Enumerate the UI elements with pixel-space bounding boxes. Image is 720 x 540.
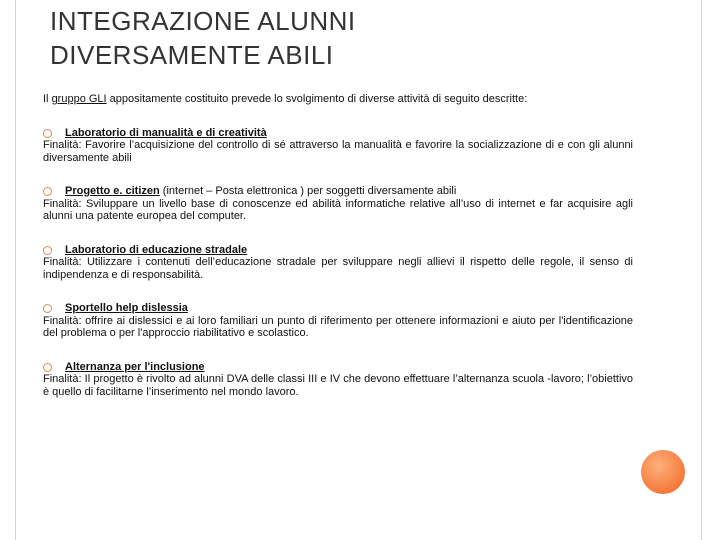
section-heading xyxy=(43,185,633,198)
section-laboratorio-manualita xyxy=(43,127,633,165)
intro-prefix: Il xyxy=(43,93,52,105)
section-finalita: Finalità: Sviluppare un livello base di conoscenze ed abilità informatiche relative all’uso di internet e far acquisire agli alunni una patente europea del computer. xyxy=(43,197,633,222)
orange-circle-decoration xyxy=(641,450,685,494)
slide-title-line-1: INTEGRAZIONE ALUNNI xyxy=(50,6,356,36)
right-border-line xyxy=(701,0,702,540)
left-border-line xyxy=(15,0,16,540)
section-title: Alternanza per l'inclusione xyxy=(65,360,205,373)
intro-gli-text: gruppo GLI xyxy=(51,93,107,105)
section-progetto-e-citizen xyxy=(43,185,633,223)
section-heading xyxy=(43,244,633,257)
circle-bullet-icon xyxy=(43,129,52,138)
slide-content xyxy=(43,93,633,398)
section-title: Laboratorio di manualità e di creatività xyxy=(65,126,267,139)
section-educazione-stradale xyxy=(43,244,633,282)
section-finalita: Finalità: Favorire l’acquisizione del controllo di sé attraverso la manualità e favorire la socializzazione di e con gli alunni diversamente abili xyxy=(43,139,633,164)
section-sportello-dislessia xyxy=(43,302,633,340)
section-title: Sportello help dislessia xyxy=(65,302,188,314)
circle-bullet-icon xyxy=(43,304,52,313)
section-alternanza-inclusione xyxy=(43,361,633,399)
section-title: Progetto e. citizen xyxy=(65,185,160,197)
section-heading xyxy=(43,302,633,315)
slide-title xyxy=(50,4,650,72)
slide-title-line-2: DIVERSAMENTE ABILI xyxy=(50,40,334,70)
section-title: Laboratorio di educazione stradale xyxy=(65,243,248,256)
intro-rest: appositamente costituito prevede lo svolgimento di diverse attività di seguito descritte: xyxy=(106,93,528,105)
circle-bullet-icon xyxy=(43,246,52,255)
section-finalita: Finalità: Utilizzare i contenuti dell’educazione stradale per sviluppare negli allievi il rispetto delle regole, il senso di indipendenza e di responsabilità. xyxy=(43,256,633,281)
circle-bullet-icon xyxy=(43,363,52,372)
section-heading xyxy=(43,361,633,374)
section-heading xyxy=(43,127,633,140)
intro-paragraph xyxy=(43,93,633,106)
section-finalita: Finalità: Il progetto è rivolto ad alunni DVA delle classi III e IV che devono effettuare l’alternanza scuola -lavoro; l’obiettivo è quello di facilitarne l’inserimento nel mondo lavoro. xyxy=(43,373,633,398)
section-finalita: Finalità: offrire ai dislessici e ai loro familiari un punto di riferimento per ottenere informazioni e aiuto per l'identificazione del problema o per l'approccio riabilitativo e scolastico. xyxy=(43,314,633,339)
section-suffix: (internet – Posta elettronica ) per soggetti diversamente abili xyxy=(159,185,457,197)
circle-bullet-icon xyxy=(43,187,52,196)
